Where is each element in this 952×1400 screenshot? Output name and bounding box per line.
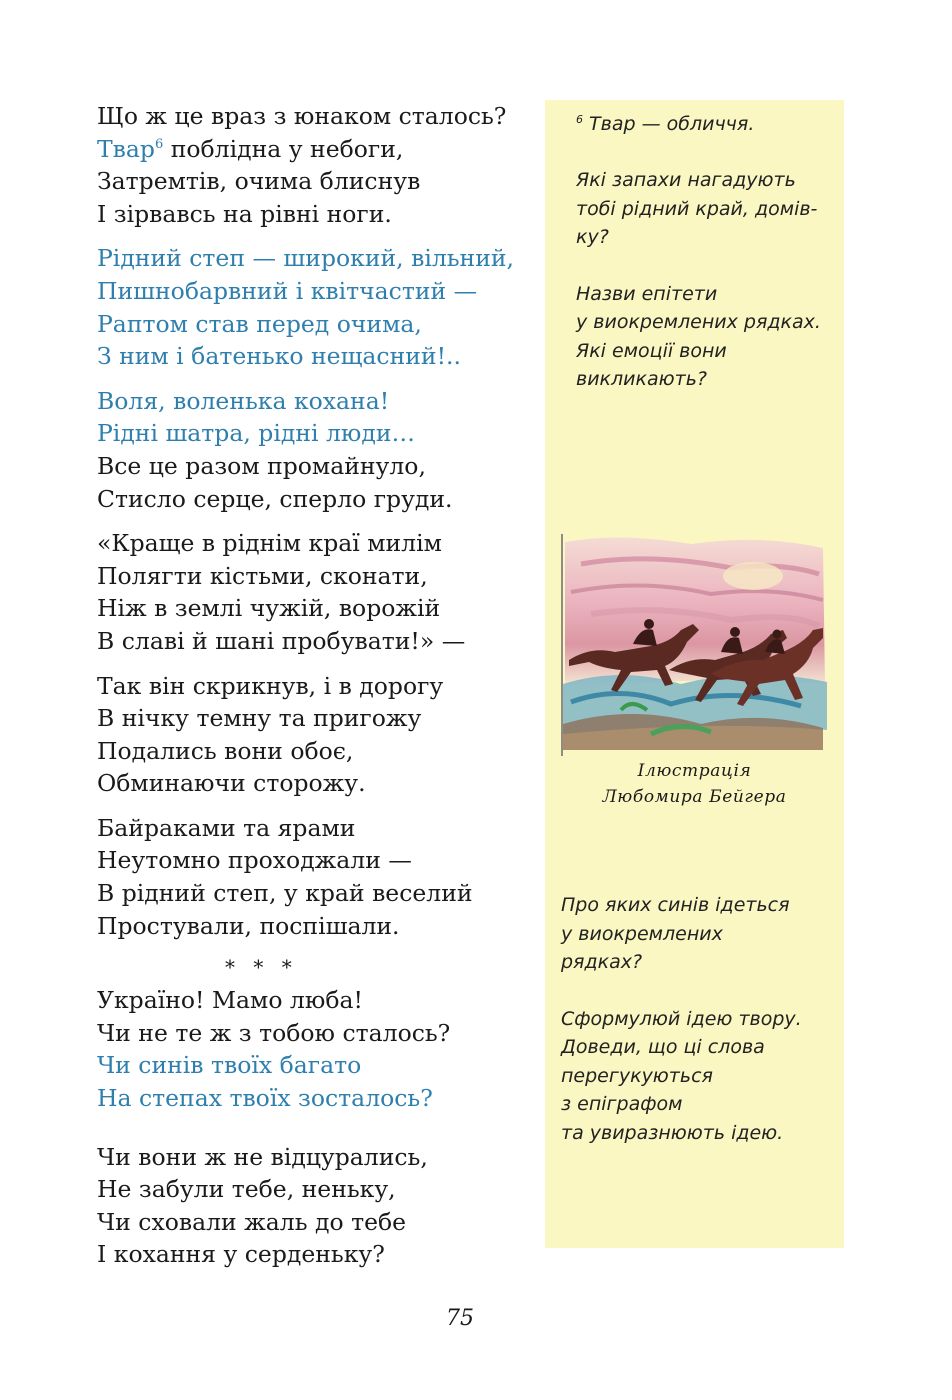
poem-line xyxy=(97,910,527,943)
question-block xyxy=(576,166,838,252)
line-text: В нічку темну та пригожу xyxy=(97,704,422,733)
poem-line xyxy=(97,340,527,373)
question-block xyxy=(576,280,838,394)
line-text: Так він скрикнув, і в дорогу xyxy=(97,671,444,700)
line-text: Простували, поспішали. xyxy=(97,911,400,940)
line-text: Україно! Мамо люба! xyxy=(97,986,363,1015)
line-text: Що ж це враз з юнаком сталось? xyxy=(97,102,507,130)
line-text: Все це разом промайнуло, xyxy=(97,451,426,480)
poem-line xyxy=(97,308,527,341)
questions-bottom xyxy=(561,891,839,1175)
line-text: І кохання у серденьку? xyxy=(97,1240,385,1269)
line-text: І зірвавсь на рівні ноги. xyxy=(97,199,392,228)
line-text: «Краще в рiднім краї милім xyxy=(97,529,442,558)
stanza xyxy=(97,812,527,942)
line-text: Рідні шатра, рідні люди… xyxy=(97,419,415,448)
margin-sidebar xyxy=(545,100,844,1248)
question-line: рядках? xyxy=(561,951,643,973)
horsemen-image xyxy=(561,534,829,756)
poem-line xyxy=(97,242,527,275)
poem-line xyxy=(97,1238,527,1271)
poem-line xyxy=(97,592,527,625)
stanza-separator: * * * xyxy=(225,955,298,980)
line-text: В рідний степ, у край веселий xyxy=(97,879,473,908)
line-text: Пишнобарвний і квітчастий — xyxy=(97,276,478,305)
line-text: Воля, воленька кохана! xyxy=(97,386,390,415)
question-line: Які запахи нагадують xyxy=(576,169,796,191)
line-text: Раптом став перед очима, xyxy=(97,309,422,338)
stanza xyxy=(97,385,527,515)
poem-line xyxy=(97,877,527,910)
poem-line xyxy=(97,844,527,877)
stanza xyxy=(97,100,527,230)
line-text: Чи не те ж з тобою сталось? xyxy=(97,1018,451,1047)
line-text: Подались вони обоє, xyxy=(97,736,354,765)
line-text: Чи синів твоїх багато xyxy=(97,1051,362,1080)
poem-line xyxy=(97,735,527,768)
questions-top xyxy=(576,166,838,422)
poem-line xyxy=(97,984,527,1017)
question-line: у виокремлених рядках. xyxy=(576,311,821,333)
poem-line xyxy=(97,198,527,231)
poem-line xyxy=(97,275,527,308)
line-text: Чи вони ж не відцурались, xyxy=(97,1142,428,1171)
line-text: З ним і батенько нещасний!.. xyxy=(97,342,461,371)
poem-line xyxy=(97,1141,527,1174)
poem-line xyxy=(97,1173,527,1206)
question-line: у виокремлених xyxy=(561,922,723,945)
poem-line xyxy=(97,133,527,166)
question-line: перегукуються xyxy=(561,1064,713,1087)
footnote-text: Твар — обличчя. xyxy=(583,113,755,135)
poem-line xyxy=(97,1049,527,1082)
illustration-horsemen xyxy=(561,534,829,756)
question-line: Про яких синів ідеться xyxy=(561,894,790,916)
line-text: Неутомно проходжали — xyxy=(97,846,412,875)
poem-line xyxy=(97,702,527,735)
stanza xyxy=(97,242,527,372)
line-text: Рідний степ — широкий, вільний, xyxy=(97,244,515,273)
line-text: Байраками та ярами xyxy=(97,813,356,842)
poem-line xyxy=(97,450,527,483)
poem-line xyxy=(97,100,527,133)
question-line: викликають? xyxy=(576,368,707,390)
line-text: Не забули тебе, неньку, xyxy=(97,1175,396,1204)
question-line: Які емоції вони xyxy=(576,339,727,362)
poem-text xyxy=(97,100,527,1283)
stanza xyxy=(97,670,527,800)
poem-line xyxy=(97,527,527,560)
stanza xyxy=(97,984,527,1114)
stanza xyxy=(97,527,527,657)
line-text: Чи сховали жаль до тебе xyxy=(97,1207,407,1236)
caption-line-1: Ілюстрація xyxy=(637,761,752,781)
poem-line xyxy=(97,1017,527,1050)
footnote xyxy=(576,110,836,139)
poem-line xyxy=(97,767,527,800)
poem-line xyxy=(97,483,527,516)
question-line: Назви епітети xyxy=(576,282,718,305)
page-number: 75 xyxy=(446,1306,474,1331)
poem-line xyxy=(97,1082,527,1115)
poem-line xyxy=(97,417,527,450)
line-text: На степах твоїх зосталось? xyxy=(97,1084,433,1113)
question-line: з епіграфом xyxy=(561,1093,683,1115)
stanza xyxy=(97,1141,527,1271)
question-line: Сформулюй ідею твору. xyxy=(561,1007,802,1030)
line-text: В славі й шані пробувати!» — xyxy=(97,626,466,655)
line-text: Затремтів, очима блиснув xyxy=(97,167,421,196)
question-line: ку? xyxy=(576,226,609,248)
footnote-mark: 6 xyxy=(576,113,583,126)
footnote-ref: 6 xyxy=(154,136,164,152)
line-text: Обминаючи сторожу. xyxy=(97,769,366,798)
poem-line xyxy=(97,812,527,845)
line-text: Твар xyxy=(97,134,155,163)
line-text: Ніж в землi чужій, ворожій xyxy=(97,594,441,623)
poem-line xyxy=(97,385,527,418)
poem-line xyxy=(97,670,527,703)
line-text: Стисло серце, сперло груди. xyxy=(97,484,453,513)
poem-line xyxy=(97,560,527,593)
question-line: Доведи, що ці слова xyxy=(561,1036,765,1058)
line-text: Полягти кiстьми, сконати, xyxy=(97,561,428,590)
caption-line-2: Любомира Бейгера xyxy=(602,787,787,807)
question-line: та увиразнюють ідею. xyxy=(561,1121,784,1144)
question-line: тобі рідний край, домів- xyxy=(576,197,818,220)
question-block xyxy=(561,1005,839,1148)
poem-line xyxy=(97,1206,527,1239)
poem-line xyxy=(97,165,527,198)
question-block xyxy=(561,891,839,977)
illustration-caption xyxy=(545,758,844,810)
poem-line xyxy=(97,625,527,658)
line-text: поблідна у небоги, xyxy=(163,134,404,163)
